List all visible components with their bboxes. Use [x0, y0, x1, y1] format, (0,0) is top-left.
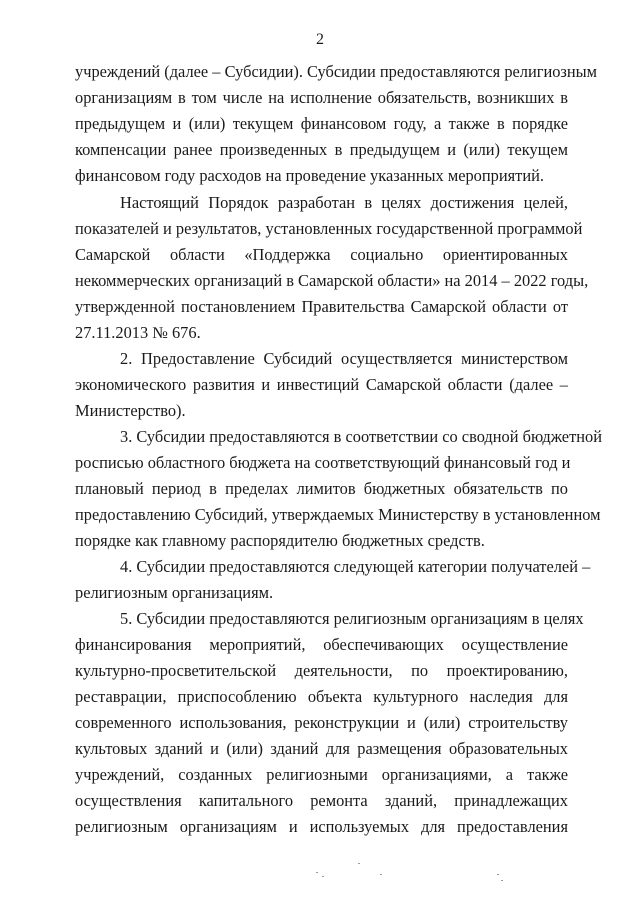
text-line: религиозным организациям и используемых для предоставления — [75, 817, 568, 836]
text-line: культовых зданий и (или) зданий для размещения образовательных — [75, 739, 568, 758]
text-line: реставрации, приспособлению объекта культурного наследия для — [75, 687, 568, 706]
text-line: организациям в том числе на исполнение обязательств, возникших в — [75, 88, 568, 107]
text-line: современного использования, реконструкции и (или) строительству — [75, 713, 568, 732]
text-line: утвержденной постановлением Правительства Самарской области от — [75, 297, 568, 316]
scan-artifact — [358, 863, 360, 864]
text-line: предыдущем и (или) текущем финансовом году, а также в порядке — [75, 114, 568, 133]
text-line: некоммерческих организаций в Самарской области» на 2014 – 2022 годы, — [75, 271, 589, 290]
paragraph-item-5-goals — [75, 606, 584, 840]
text-line: росписью областного бюджета на соответствующий финансовый год и — [75, 453, 571, 472]
scan-artifact — [501, 880, 503, 881]
text-line: учреждений (далее – Субсидии). Субсидии предоставляются религиозным — [75, 62, 598, 81]
text-line: учреждений, созданных религиозными организациями, а также — [75, 765, 568, 784]
text-line: компенсации ранее произведенных в предыдущем и (или) текущем — [75, 140, 568, 159]
text-line: культурно-просветительской деятельности, по проектированию, — [75, 661, 568, 680]
paragraph-item-4-recipients — [75, 554, 591, 606]
text-line: Настоящий Порядок разработан в целях достижения целей, — [120, 193, 568, 212]
scan-artifact — [380, 874, 382, 875]
page-number: 2 — [316, 31, 324, 48]
text-line: 3. Субсидии предоставляются в соответствии со сводной бюджетной — [120, 427, 602, 446]
text-line: 4. Субсидии предоставляются следующей категории получателей – — [120, 557, 591, 576]
text-line: экономического развития и инвестиций Самарской области (далее – — [75, 375, 568, 394]
text-line: 2. Предоставление Субсидий осуществляется министерством — [120, 349, 568, 368]
scan-artifact — [322, 876, 324, 877]
text-line: осуществления капитального ремонта зданий, принадлежащих — [75, 791, 568, 810]
document-body — [75, 59, 602, 840]
text-line: 27.11.2013 № 676. — [75, 323, 201, 342]
text-line: Самарской области «Поддержка социально ориентированных — [75, 245, 568, 264]
text-line: финансовом году расходов на проведение указанных мероприятий. — [75, 166, 544, 185]
paragraph-item-3-budget — [75, 424, 602, 554]
text-line: порядке как главному распорядителю бюджетных средств. — [75, 531, 485, 550]
text-line: показателей и результатов, установленных государственной программой — [75, 219, 583, 238]
text-line: религиозным организациям. — [75, 583, 274, 602]
paragraph-item-2-ministry — [75, 346, 568, 424]
scan-artifact — [316, 872, 318, 873]
text-line: Министерство). — [75, 401, 186, 420]
text-line: финансирования мероприятий, обеспечивающих осуществление — [75, 635, 568, 654]
scan-artifact — [497, 874, 499, 875]
text-line: 5. Субсидии предоставляются религиозным организациям в целях — [120, 609, 584, 628]
text-line: предоставлению Субсидий, утверждаемых Министерству в установленном — [75, 505, 601, 524]
paragraph-purpose — [75, 190, 589, 346]
text-line: плановый период в пределах лимитов бюджетных обязательств по — [75, 479, 568, 498]
paragraph-continuation — [75, 59, 598, 189]
